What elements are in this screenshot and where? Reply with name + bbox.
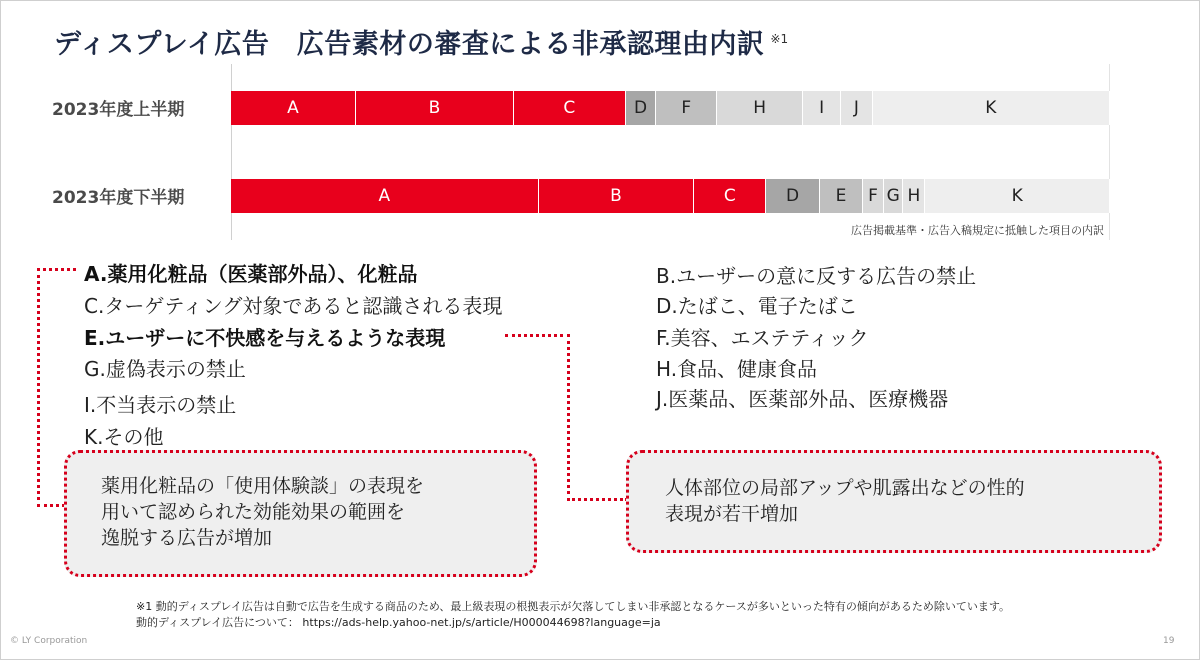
bar-segment-f [863,179,884,213]
connector-e-bottom [567,498,628,501]
segment-label: A [287,98,299,118]
chart-note: 広告掲載基準・広告入稿規定に抵触した項目の内訳 [851,224,1104,237]
segment-label: D [633,98,648,118]
segment-label: F [681,98,692,118]
segment-label: J [853,98,859,118]
bar-segment-d [626,91,657,125]
legend-item-f: F.美容、エステティック [656,326,869,350]
footnote-line-2: 動的ディスプレイ広告について： https://ads-help.yahoo-net.jp/s/article/H000044698?language=ja [136,616,661,629]
legend-item-a: A.薬用化粧品（医薬部外品）、化粧品 [84,262,418,286]
bar-segment-h [903,179,925,213]
bar-segment-h [717,91,803,125]
stacked-bar-2023-h1 [231,91,1110,125]
footnote [136,599,1010,631]
title-text: ディスプレイ広告 広告素材の審査による非承認理由内訳 [54,29,765,60]
segment-label: E [835,186,847,206]
segment-label: C [723,186,736,206]
segment-label: H [753,98,767,118]
bar-segment-k [873,91,1110,125]
row-label-2023-h2: 2023年度下半期 [52,188,185,208]
segment-label: A [378,186,391,206]
bar-segment-d [766,179,820,213]
legend-item-e: E.ユーザーに不快感を与えるような表現 [84,326,446,350]
segment-label: I [819,98,825,118]
connector-a-bottom [37,504,65,507]
slide-title [54,22,788,61]
legend-item-i: I.不当表示の禁止 [84,393,237,417]
bar-segment-b [356,91,514,125]
bar-segment-i [803,91,841,125]
bar-segment-b [539,179,695,213]
segment-label: H [907,186,921,206]
callout-sexual-expression: 人体部位の局部アップや肌露出などの性的 表現が若干増加 [626,450,1162,553]
segment-label: G [886,186,900,206]
connector-e-top [505,334,570,337]
segment-label: F [868,186,878,206]
row-label-2023-h1: 2023年度上半期 [52,100,185,120]
bar-segment-a [231,91,356,125]
segment-label: K [1011,186,1023,206]
segment-label: B [428,98,441,118]
connector-e-vertical [567,334,570,501]
legend-item-k: K.その他 [84,425,164,449]
segment-label: K [985,98,997,118]
bar-segment-c [694,179,766,213]
title-footnote-mark: ※1 [770,32,789,46]
bar-segment-e [820,179,863,213]
segment-label: B [610,186,622,206]
page-number: 19 [1163,636,1175,646]
legend-item-g: G.虚偽表示の禁止 [84,357,246,381]
bar-segment-f [656,91,717,125]
footnote-line-1: ※1 動的ディスプレイ広告は自動で広告を生成する商品のため、最上級表現の根拠表示が欠落してしまい非承認となるケースが多いといった特有の傾向があるため除いています。 [136,600,1010,613]
copyright: © LY Corporation [10,636,88,646]
segment-label: C [563,98,576,118]
callout-cosmetics: 薬用化粧品の「使用体験談」の表現を 用いて認められた効能効果の範囲を 逸脱する広告が増加 [64,450,537,577]
bar-segment-c [514,91,626,125]
stacked-bar-2023-h2 [231,179,1110,213]
bar-segment-a [231,179,539,213]
legend-item-c: C.ターゲティング対象であると認識される表現 [84,294,503,318]
bar-segment-g [884,179,903,213]
connector-a-vertical [37,268,40,507]
legend-item-d: D.たばこ、電子たばこ [656,294,858,318]
legend-item-h: H.食品、健康食品 [656,357,818,381]
connector-a-top [37,268,76,271]
segment-label: D [786,186,800,206]
legend-item-j: J.医薬品、医薬部外品、医療機器 [656,387,949,411]
legend-item-b: B.ユーザーの意に反する広告の禁止 [656,264,977,288]
bar-segment-k [925,179,1110,213]
bar-segment-j [841,91,873,125]
